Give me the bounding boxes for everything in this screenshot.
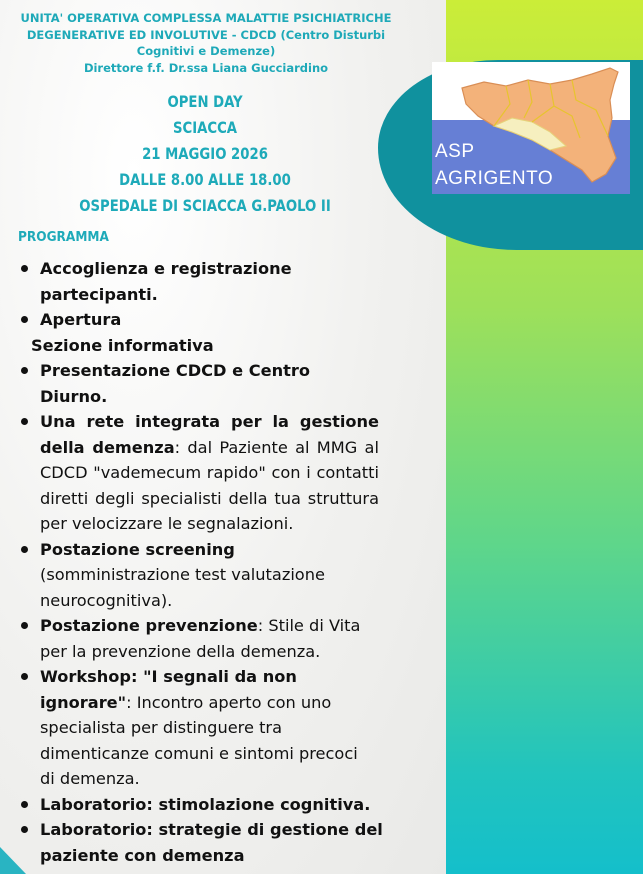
event-title: OPEN DAY: [167, 92, 243, 111]
event-date: 21 MAGGIO 2026: [142, 144, 268, 163]
bullet-icon: [21, 673, 28, 680]
department-header: [0, 10, 412, 76]
item-text: : Incontro aperto con uno specialista per distinguere tra dimenticanze comuni e sintomi precoci di demenza.: [40, 692, 358, 788]
bullet-icon: [21, 316, 28, 323]
item-text: (somministrazione test valutazione neurocognitiva).: [40, 565, 325, 610]
list-item: [0, 664, 360, 792]
item-bold-text: Postazione screening: [40, 539, 235, 559]
item-text: : dal Paziente al MMG al CDCD "vademecum rapido" con i contatti diretti degli specialisti della tua struttura per velocizzare le segnalazioni.: [40, 437, 379, 533]
logo-text-asp: ASP: [435, 141, 475, 162]
list-item: [0, 256, 379, 307]
item-text: Laboratorio: strategie di gestione del paziente con demenza: [40, 820, 383, 865]
list-item: [0, 307, 379, 333]
item-bold-text: Postazione prevenzione: [40, 616, 258, 635]
item-text: Laboratorio: stimolazione cognitiva.: [40, 794, 371, 814]
list-subitem: Sezione informativa: [31, 335, 214, 355]
header-director: Direttore f.f. Dr.ssa Liana Gucciardino: [83, 60, 329, 75]
bullet-icon: [21, 622, 28, 629]
item-text: : Stile di Vita per la prevenzione della demenza.: [40, 616, 361, 661]
item-bold-text: Una rete integrata per la gestione della demenza: [40, 412, 379, 457]
item-bold-text: Workshop: "I segnali da non ignorare": [40, 667, 297, 712]
bullet-icon: [21, 801, 28, 808]
list-item: [0, 358, 379, 409]
program-list: [0, 256, 400, 868]
bullet-icon: [21, 367, 28, 374]
program-heading: PROGRAMMA: [18, 229, 109, 245]
event-hours: DALLE 8.00 ALLE 18.00: [119, 170, 291, 189]
list-item: [0, 817, 385, 868]
list-item: [0, 613, 379, 664]
header-line: UNITA' OPERATIVA COMPLESSA MALATTIE PSICHIATRICHE: [20, 11, 392, 25]
item-text: Accoglienza e registrazione partecipanti.: [40, 259, 292, 304]
event-city: SCIACCA: [172, 118, 238, 137]
event-info: [0, 89, 410, 219]
item-text: Apertura: [40, 310, 122, 329]
bullet-icon: [21, 826, 28, 833]
bullet-icon: [21, 265, 28, 272]
asp-agrigento-logo: [432, 62, 630, 194]
item-text: Presentazione CDCD e Centro Diurno.: [40, 361, 310, 406]
list-item: [0, 409, 379, 537]
bullet-icon: [21, 546, 28, 553]
header-line: DEGENERATIVE ED INVOLUTIVE - CDCD (Centro Disturbi: [26, 27, 386, 42]
list-item: [0, 792, 400, 818]
bullet-icon: [21, 418, 28, 425]
event-venue: OSPEDALE DI SCIACCA G.PAOLO II: [79, 196, 331, 215]
header-line: Cognitivi e Demenze): [136, 44, 276, 58]
list-item: [0, 537, 379, 614]
logo-text-agrigento: AGRIGENTO: [435, 168, 554, 189]
